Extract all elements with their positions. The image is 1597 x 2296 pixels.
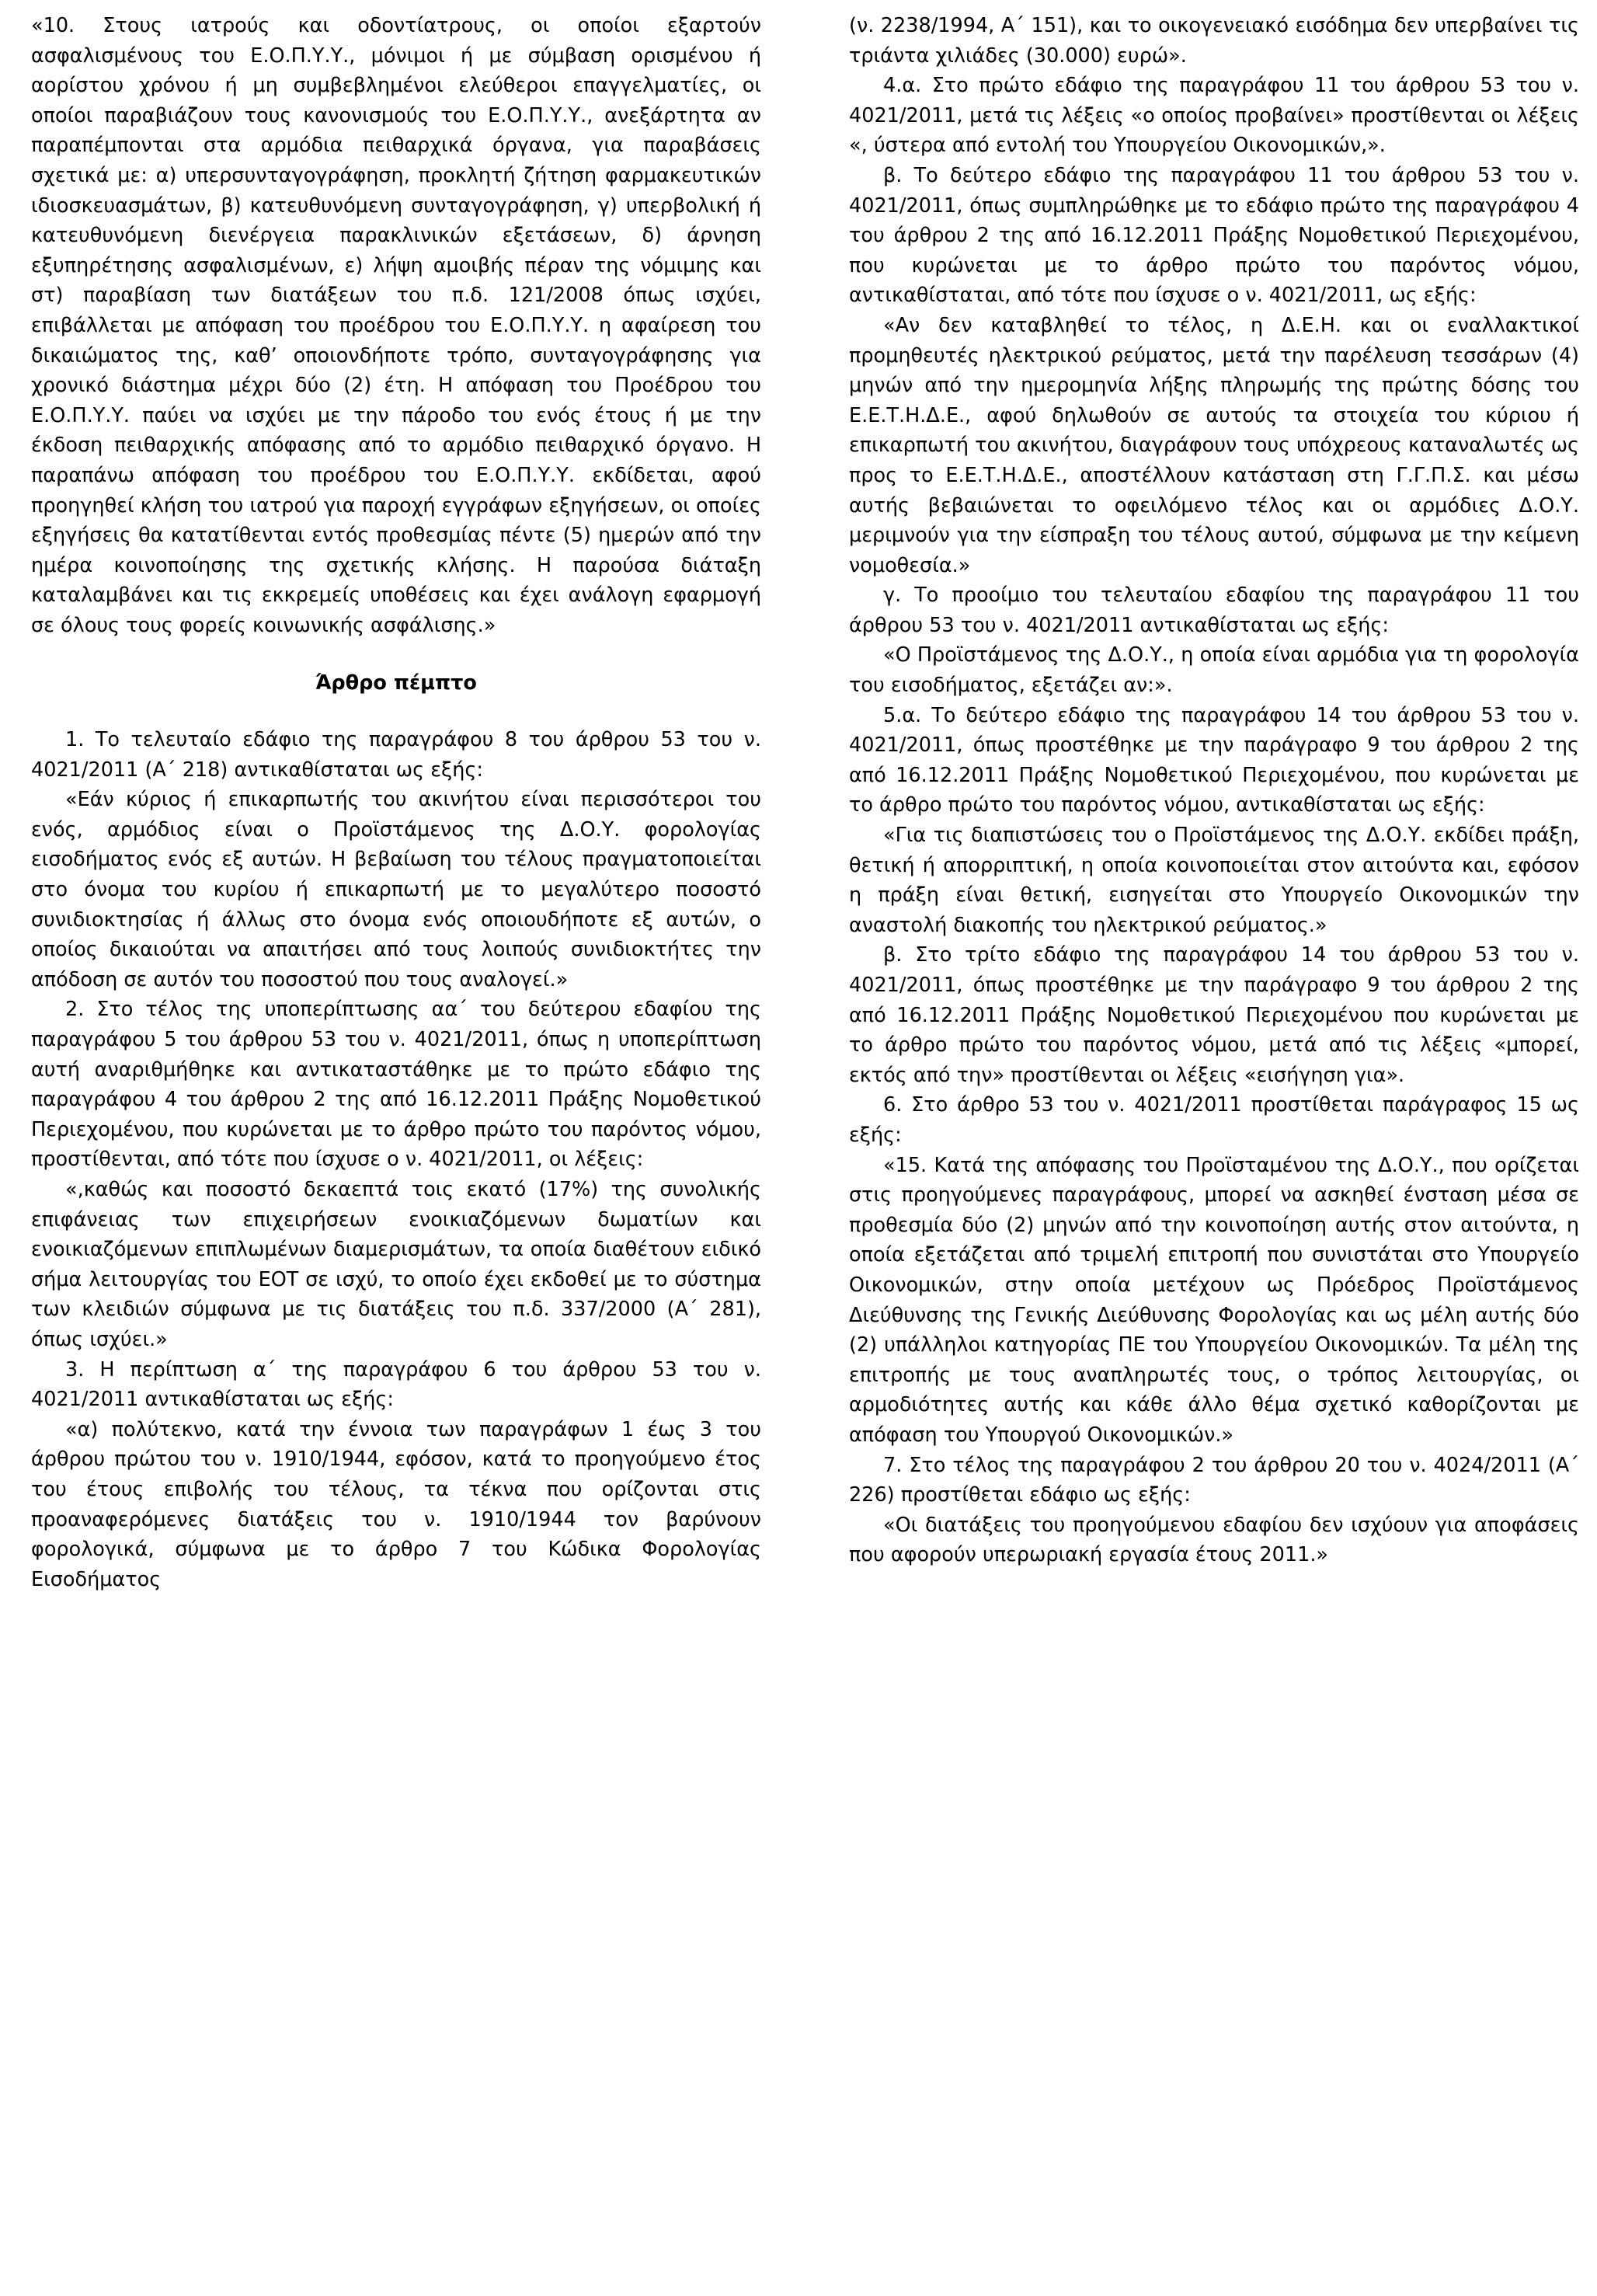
paragraph: «Αν δεν καταβληθεί το τέλος, η Δ.Ε.Η. και οι εναλλακτικοί προμηθευτές ηλεκτρικού ρεύματος, μετά την παρέλευση τεσσάρων (4) μηνών από την ημερομηνία λήξης πληρωμής της πρώτης δόσης του Ε.Ε.Τ.Η.Δ.Ε., αφού δηλωθούν σε αυτούς τα στοιχεία του κύριου ή επικαρπωτή του ακινήτου, διαγράφουν τους υπόχρεους καταναλωτές ως προς το Ε.Ε.Τ.Η.Δ.Ε., αποστέλλουν κατάσταση στη Γ.Γ.Π.Σ. και μέσω αυτής βεβαιώνεται το οφειλόμενο τέλος και οι αρμόδιες Δ.Ο.Υ. μεριμνούν για την είσπραξη του τέλους αυτού, σύμφωνα με την κείμενη νομοθεσία.» [849,313,1580,577]
paragraph: «Οι διατάξεις του προηγούμενου εδαφίου δεν ισχύουν για αποφάσεις που αφορούν υπερωριακή εργασία έτους 2011.» [849,1513,1579,1567]
paragraph: «Εάν κύριος ή επικαρπωτής του ακινήτου είναι περισσότεροι του ενός, αρμόδιος είναι ο Προϊστάμενος της Δ.Ο.Υ. φορολογίας εισοδήματος ενός εξ αυτών. Η βεβαίωση του τέλους πραγματοποιείται στο όνομα του κυρίου ή επικαρπωτή με το μεγαλύτερο ποσοστό συνιδιοκτησίας ή άλλως στο όνομα ενός οποιουδήποτε εξ αυτών, ο οποίος δικαιούται να απαιτήσει από τους λοιπούς συνιδιοκτήτες την απόδοση σε αυτόν του ποσοστού που τους αναλογεί.» [31,788,761,991]
paragraph: «Ο Προϊστάμενος της Δ.Ο.Υ., η οποία είναι αρμόδια για τη φορολογία του εισοδήματος, εξετάζει αν:». [849,643,1579,698]
paragraph: 7. Στο τέλος της παραγράφου 2 του άρθρου 20 του ν. 4024/2011 (Α΄ 226) προστίθεται εδάφιο ως εξής: [849,1453,1579,1507]
paragraph: (ν. 2238/1994, Α΄ 151), και το οικογενειακό εισόδημα δεν υπερβαίνει τις τριάντα χιλιάδες (30.000) ευρώ». [849,14,1579,68]
paragraph: «15. Κατά της απόφασης του Προϊσταμένου της Δ.Ο.Υ., που ορίζεται στις προηγούμενες παραγράφους, μπορεί να ασκηθεί ένσταση μέσα σε προθεσμία δύο (2) μηνών από την κοινοποίηση αυτής στον αιτούντα, η οποία εξετάζεται από τριμελή επιτροπή που συνιστάται στο Υπουργείο Οικονομικών, στην οποία μετέχουν ως Πρόεδρος Προϊστάμενος Διεύθυνσης της Γενικής Διεύθυνσης Φορολογίας και ως μέλη αυτής δύο (2) υπάλληλοι κατηγορίας ΠΕ του Υπουργείου Οικονομικών. Τα μέλη της επιτροπής με τους αναπληρωτές τους, ο τρόπος λειτουργίας, οι αρμοδιότητες αυτής και κάθε άλλο θέμα σχετικό καθορίζονται με απόφαση του Υπουργού Οικονομικών.» [849,1153,1579,1447]
paragraph: β. Στο τρίτο εδάφιο της παραγράφου 14 του άρθρου 53 του ν. 4021/2011, όπως προστέθηκε με την παράγραφο 9 του άρθρου 2 της από 16.12.2011 Πράξης Νομοθετικού Περιεχομένου που κυρώνεται με το άρθρο πρώτο του παρόντος νόμου, μετά από τις λέξεις «μπορεί, εκτός από την» προστίθενται οι λέξεις «εισήγηση για». [849,943,1579,1087]
paragraph: 1. Το τελευταίο εδάφιο της παραγράφου 8 του άρθρου 53 του ν. 4021/2011 (Α΄ 218) αντικαθίσταται ως εξής: [31,728,761,782]
paragraph: 6. Στο άρθρο 53 του ν. 4021/2011 προστίθεται παράγραφος 15 ως εξής: [849,1093,1579,1147]
paragraph: «,καθώς και ποσοστό δεκαεπτά τοις εκατό (17%) της συνολικής επιφάνειας των επιχειρήσεων ενοικιαζόμενων δωματίων και ενοικιαζόμενων επιπλωμένων διαμερισμάτων, τα οποία διαθέτουν ειδικό σήμα λειτουργίας του ΕΟΤ σε ισχύ, το οποίο έχει εκδοθεί με το σύστημα των κλειδιών σύμφωνα με τις διατάξεις του π.δ. 337/2000 (Α΄ 281), όπως ισχύει.» [31,1177,761,1351]
paragraph: γ. Το προοίμιο του τελευταίου εδαφίου της παραγράφου 11 του άρθρου 53 του ν. 4021/2011 αντικαθίσταται ως εξής: [849,584,1579,637]
paragraph: 4.α. Στο πρώτο εδάφιο της παραγράφου 11 του άρθρου 53 του ν. 4021/2011, μετά τις λέξεις «ο οποίος προβαίνει» προστίθενται οι λέξεις «, ύστερα από εντολή του Υπουργείου Οικονομικών,». [849,74,1579,158]
right-column [849,11,1579,1570]
paragraph: «α) πολύτεκνο, κατά την έννοια των παραγράφων 1 έως 3 του άρθρου πρώτου του ν. 1910/1944, εφόσον, κατά το προηγούμενο έτος του έτους επιβολής του τέλους, τα τέκνα που ορίζονται στις προαναφερόμενες διατάξεις του ν. 1910/1944 τον βαρύνουν φορολογικά, σύμφωνα με το άρθρο 7 του Κώδικα Φορολογίας Εισοδήματος [31,1417,761,1591]
paragraph: 2. Στο τέλος της υποπερίπτωσης αα΄ του δεύτερου εδαφίου της παραγράφου 5 του άρθρου 53 του ν. 4021/2011, όπως η υποπερίπτωση αυτή αναριθμήθηκε και αντικαταστάθηκε με το πρώτο εδάφιο της παραγράφου 4 του άρθρου 2 της από 16.12.2011 Πράξης Νομοθετικού Περιεχομένου, που κυρώνεται με το άρθρο πρώτο του παρόντος νόμου, προστίθενται, από τότε που ίσχυσε ο ν. 4021/2011, οι λέξεις: [31,998,761,1172]
two-column-layout [31,11,1580,2288]
paragraph: 5.α. Το δεύτερο εδάφιο της παραγράφου 14 του άρθρου 53 του ν. 4021/2011, όπως προστέθηκε με την παράγραφο 9 του άρθρου 2 της από 16.12.2011 Πράξης Νομοθετικού Περιεχομένου, που κυρώνεται με το άρθρο πρώτο του παρόντος νόμου, αντικαθίσταται ως εξής: [849,703,1579,817]
paragraph: 3. Η περίπτωση α΄ της παραγράφου 6 του άρθρου 53 του ν. 4021/2011 αντικαθίσταται ως εξής: [31,1357,761,1412]
paragraph: «10. Στους ιατρούς και οδοντίατρους, οι οποίοι εξαρτούν ασφαλισμένους του Ε.Ο.Π.Υ.Υ., μόνιμοι ή με σύμβαση ορισμένου ή αορίστου χρόνου ή μη συμβεβλημένοι ελεύθεροι επαγγελματίες, οι οποίοι παραβιάζουν τους κανονισμούς του Ε.Ο.Π.Υ.Υ., ανεξάρτητα αν παραπέμπονται στα αρμόδια πειθαρχικά όργανα, για παραβάσεις σχετικά με: α) υπερσυνταγογράφηση, προκλητή ζήτηση φαρμακευτικών ιδιοσκευασμάτων, β) κατευθυνόμενη συνταγογράφηση, γ) υπερβολική ή κατευθυνόμενη διενέργεια παρακλινικών εξετάσεων, δ) άρνηση εξυπηρέτησης ασφαλισμένων, ε) λήψη αμοιβής πέραν της νόμιμης και στ) παραβίαση των διατάξεων του π.δ. 121/2008 όπως ισχύει, επιβάλλεται με απόφαση του προέδρου του Ε.Ο.Π.Υ.Υ. η αφαίρεση του δικαιώματος της, καθ’ οποιονδήποτε τρόπο, συνταγογράφησης για χρονικό διάστημα μέχρι δύο (2) έτη. Η απόφαση του Προέδρου του Ε.Ο.Π.Υ.Υ. παύει να ισχύει με την πάροδο του ενός έτους ή με την έκδοση πειθαρχικής απόφασης από το αρμόδιο πειθαρχικό όργανο. Η παραπάνω απόφαση του προέδρου του Ε.Ο.Π.Υ.Υ. εκδίδεται, αφού προηγηθεί κλήση του ιατρού για παροχή εγγράφων εξηγήσεων, οι οποίες εξηγήσεις θα κατατίθενται εντός προθεσμίας πέντε (5) ημερών από την ημέρα κοινοποίησης της σχετικής κλήσης. Η παρούσα διάταξη καταλαμβάνει και τις εκκρεμείς υποθέσεις και έχει ανάλογη εφαρμογή σε όλους τους φορείς κοινωνικής ασφάλισης.» [31,14,761,637]
left-column [31,11,761,1594]
section-heading: Άρθρο πέμπτο [315,671,477,695]
paragraph: «Για τις διαπιστώσεις του ο Προϊστάμενος της Δ.Ο.Υ. εκδίδει πράξη, θετική ή απορριπτική, η οποία κοινοποιείται στον αιτούντα και, εφόσον η πράξη είναι θετική, εισηγείται στο Υπουργείο Οικονομικών την αναστολή διακοπής του ηλεκτρικού ρεύματος.» [849,824,1579,937]
paragraph: β. Το δεύτερο εδάφιο της παραγράφου 11 του άρθρου 53 του ν. 4021/2011, όπως συμπληρώθηκε με το εδάφιο πρώτο της παραγράφου 4 του άρθρου 2 της από 16.12.2011 Πράξης Νομοθετικού Περιεχομένου, που κυρώνεται με το άρθρο πρώτο του παρόντος νόμου, αντικαθίσταται, από τότε που ίσχυσε ο ν. 4021/2011, ως εξής: [849,163,1579,308]
